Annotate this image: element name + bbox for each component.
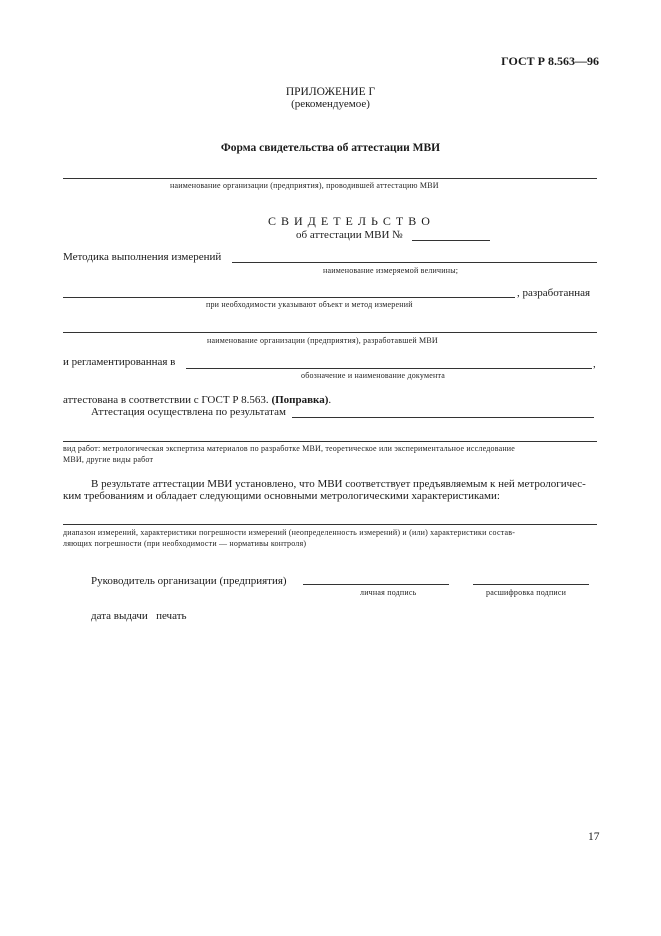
method-line (232, 262, 597, 263)
org-line (63, 178, 597, 179)
conclusion-line-1: В результате аттестации МВИ установлено, что МВИ соответствует предъявляемым к ней метрологичес- (91, 478, 586, 490)
range-caption-1: диапазон измерений, характеристики погрешности измерений (неопределенность измерений) и (или) характеристики состав- (63, 528, 516, 537)
decode-caption: расшифровка подписи (486, 588, 567, 597)
appendix-title: ПРИЛОЖЕНИЕ Г (285, 86, 376, 98)
certificate-subheading: об аттестации МВИ № (296, 229, 403, 241)
developer-caption: наименование организации (предприятия), разработавшей МВИ (207, 336, 438, 345)
attested-line: аттестована в соответствии с ГОСТ Р 8.563. (Поправка). (63, 394, 332, 406)
form-title: Форма свидетельства об аттестации МВИ (220, 142, 441, 154)
work-caption-1: вид работ: метрологическая экспертиза материалов по разработке МВИ, теоретическое или экспериментальное исследование (63, 444, 516, 453)
results-label: Аттестация осуществлена по результатам (91, 406, 286, 418)
appendix-subtitle: (рекомендуемое) (291, 98, 370, 110)
regulated-label: и регламентированная в (63, 356, 176, 368)
conclusion-line-2: ким требованиям и обладает следующими основными метрологическими характеристиками: (63, 490, 500, 502)
standard-code: ГОСТ Р 8.563—96 (501, 54, 599, 68)
characteristics-line (63, 524, 597, 525)
work-caption-2: МВИ, другие виды работ (63, 455, 154, 464)
range-caption-2: ляющих погрешности (при необходимости — нормативы контроля) (63, 539, 307, 548)
regulated-line (186, 368, 592, 369)
object-caption: при необходимости указывают объект и метод измерений (206, 300, 413, 309)
signature-line (303, 584, 449, 585)
developed-label: , разработанная (517, 287, 591, 299)
results-line (292, 417, 594, 418)
document-caption: обозначение и наименование документа (301, 371, 446, 380)
org-caption: наименование организации (предприятия), проводившей аттестацию МВИ (170, 181, 439, 190)
issue-date: дата выдачи печать (91, 610, 187, 622)
certificate-heading: С В И Д Е Т Е Л Ь С Т В О (268, 214, 431, 228)
head-label: Руководитель организации (предприятия) (91, 575, 287, 587)
work-line (63, 441, 597, 442)
certificate-number-line (412, 240, 490, 241)
developer-line (63, 332, 597, 333)
quantity-caption: наименование измеряемой величины; (323, 266, 459, 275)
object-line (63, 297, 515, 298)
page-number: 17 (588, 831, 600, 843)
method-label: Методика выполнения измерений (63, 251, 222, 263)
regulated-comma: , (593, 358, 596, 370)
decode-line (473, 584, 589, 585)
signature-caption: личная подпись (360, 588, 417, 597)
